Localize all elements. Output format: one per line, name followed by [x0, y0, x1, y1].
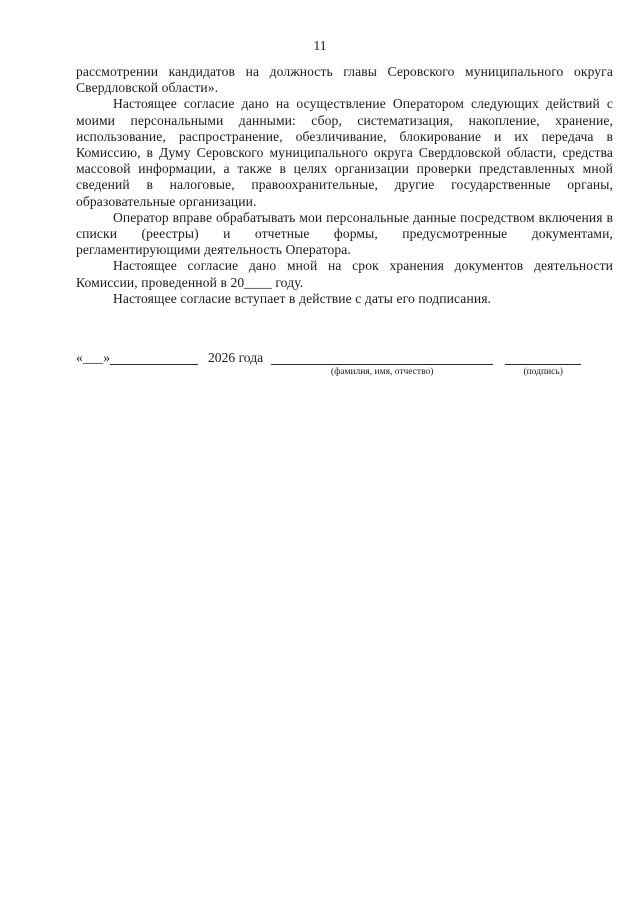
signature-name-blank-line — [271, 350, 493, 365]
paragraph-continuation: рассмотрении кандидатов на должность главы Серовского муниципального округа Свердловской области». — [76, 64, 613, 96]
signature-month-blank-line — [110, 350, 198, 365]
signature-day-placeholder: «___» — [76, 350, 110, 365]
paragraph-operator-rights: Оператор вправе обрабатывать мои персональные данные посредством включения в списки (реестры) и отчетные формы, предусмотренные документами, регламентирующими деятельность Оператора. — [76, 209, 613, 258]
signature-sign-blank-line — [505, 350, 581, 365]
signature-name-caption: (фамилия, имя, отчество) — [330, 367, 434, 377]
signature-row — [76, 350, 613, 378]
paragraph-consent-effective: Настоящее согласие вступает в действие с даты его подписания. — [113, 290, 492, 306]
signature-year-text: 2026 года — [207, 350, 264, 365]
document-body — [76, 64, 613, 307]
paragraph-consent-actions: Настоящее согласие дано на осуществление Оператором следующих действий с моими персональными данными: сбор, систематизация, накопление, хранение, использование, распространение, обезличивание, блокирование и их передача в Комиссию, в Думу Серовского муниципального округа Свердловской области, средства массовой информации, а также в целях организации проверки представленных мной сведений в налоговые, правоохранительные, другие государственные органы, образовательные организации. — [76, 96, 613, 209]
page-number: 11 — [313, 38, 327, 53]
paragraph-consent-term: Настоящее согласие дано мной на срок хранения документов деятельности Комиссии, проведенной в 20____ году. — [76, 258, 613, 290]
signature-sign-block — [505, 350, 581, 378]
signature-sign-caption: (подпись) — [523, 367, 563, 377]
signature-name-block — [271, 350, 493, 378]
